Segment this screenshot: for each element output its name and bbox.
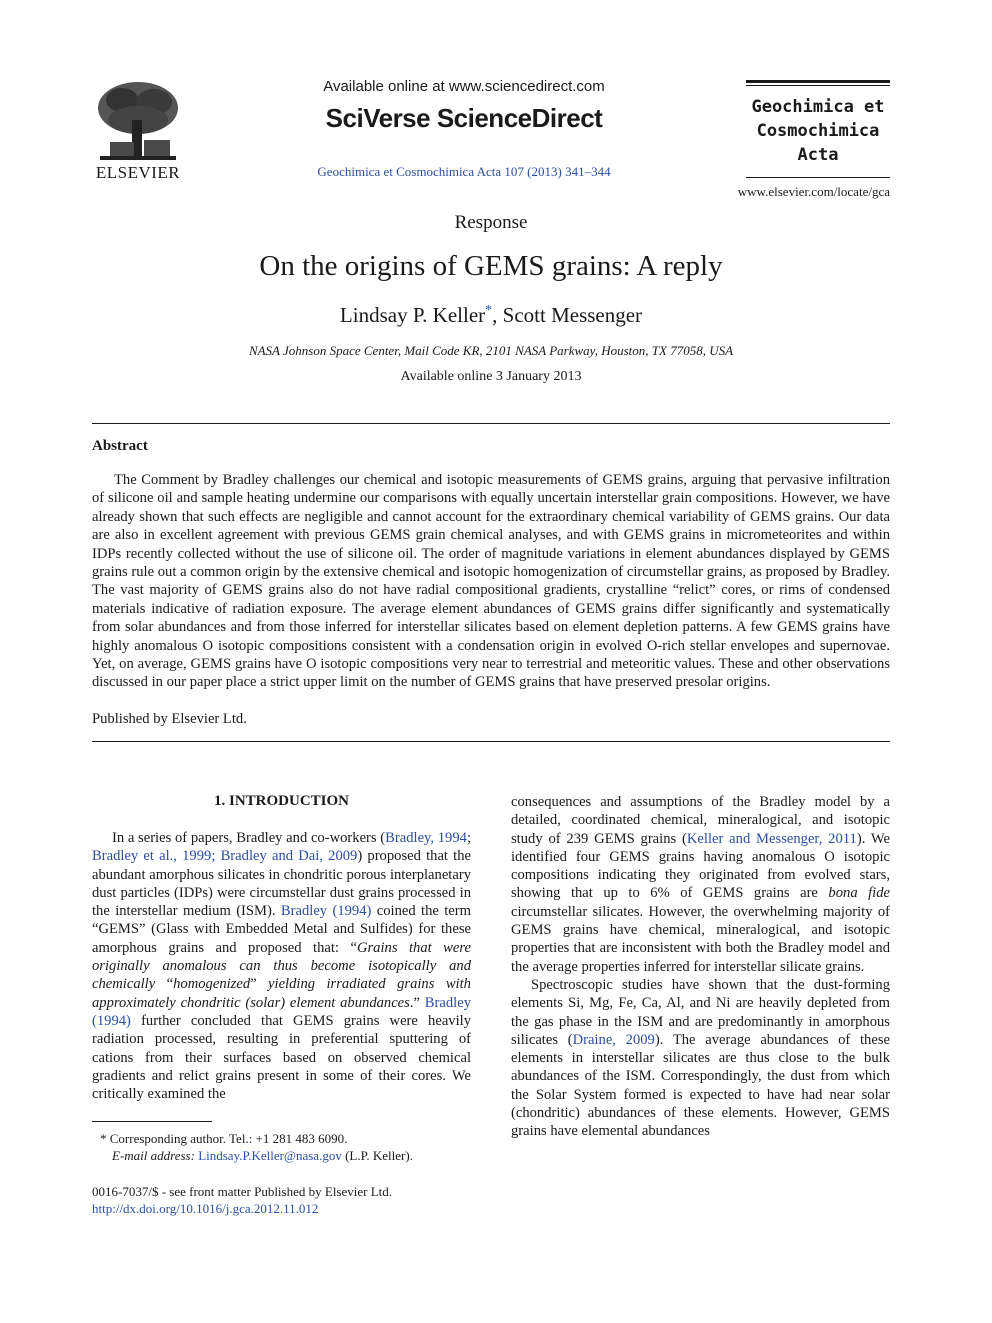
abstract-body: The Comment by Bradley challenges our chemical and isotopic measurements of GEMS grains, arguing that pervasive infiltration of silicone oil and sample heating undermine our comparisons with equally uncertain interstellar grain compositions. However, we have already shown that such effects are negligible and cannot account for the extraordinary chemical variability of GEMS grains. Our data are also in excellent agreement with previous GEMS grain chemical analyses, and with GEMS grains in micrometeorites and within IDPs recently collected without the use of silicone oil. The order of magnitude variations in element abundances displayed by GEMS grains rule out a common origin by the extensive chemical and isotopic homogenization of circumstellar grains, as proposed by Bradley. The vast majority of GEMS grains also do not have radial compositional gradients, crystalline “relict” cores, or rims of condensed materials indicative of radiation exposure. The average element abundances of GEMS grains differ significantly and systematically from solar abundances and from those inferred for interstellar silicates based on element depletion patterns. A few GEMS grains have highly anomalous O isotopic compositions consistent with a condensation origin in evolved O-rich stellar envelopes and supernovae. Yet, on average, GEMS grains have O isotopic compositions very near to terrestrial and meteoritic values. These and other observations discussed in our paper place a strict upper limit on the number of GEMS grains that have preserved presolar origins.: [92, 472, 890, 691]
author-name: Scott Messenger: [502, 303, 643, 327]
available-online-text: Available online at www.sciencedirect.com: [323, 78, 605, 95]
email-label: E-mail address:: [112, 1148, 195, 1163]
text-run: ) proposed that the abundant amorphous silicates in chondritic porous interplanetary dust particles (IDPs) were circumstellar dust grains processed in the interstellar medium (ISM).: [92, 848, 471, 920]
italic-text: bona fide: [828, 885, 890, 902]
text-run: In a series of papers, Bradley and co-workers (: [112, 830, 386, 846]
footnote-text: Corresponding author. Tel.: +1 281 483 6090.: [106, 1131, 348, 1146]
reference-link[interactable]: Bradley (1994): [92, 994, 471, 1029]
abstract-bottom-rule: [92, 741, 890, 742]
journal-box-bottom-rule: [746, 177, 890, 178]
journal-title-line: Acta: [797, 145, 839, 165]
publisher-name: ELSEVIER: [95, 163, 181, 182]
article-type: Response: [454, 212, 528, 233]
abstract-heading: Abstract: [92, 438, 148, 454]
text-run: further concluded that GEMS grains were heavily radiation processed, resulting in preferential sputtering of cations from their surfaces based on observed chemical gradients and relict grains present in some of their cores. We critically examined the: [92, 1012, 471, 1103]
footnote: [92, 1130, 492, 1164]
reference-link[interactable]: Bradley (1994): [280, 903, 372, 920]
quoted-text: homogenized: [173, 976, 251, 993]
paragraph: [511, 793, 890, 976]
footnote-rule: [92, 1121, 212, 1122]
footnote-text: (L.P. Keller).: [341, 1148, 413, 1163]
journal-title-line: Cosmochimica: [756, 121, 880, 141]
article-title: On the origins of GEMS grains: A reply: [259, 250, 723, 282]
journal-box-top-rule: [746, 80, 890, 83]
author-list: [92, 303, 890, 328]
abstract-publisher-note: Published by Elsevier Ltd.: [92, 711, 247, 727]
reference-link[interactable]: Bradley, 1994: [385, 830, 467, 846]
text-run: .”: [409, 994, 425, 1011]
reference-link[interactable]: Keller and Messenger, 2011: [686, 830, 857, 847]
journal-title-box: [746, 80, 890, 178]
author-affiliation: NASA Johnson Space Center, Mail Code KR, 2101 NASA Parkway, Houston, TX 77058, USA: [248, 343, 734, 358]
issn-line: 0016-7037/$ - see front matter Published by Elsevier Ltd.: [92, 1184, 393, 1199]
paragraph: [511, 976, 890, 1141]
footnote-mark: *: [100, 1131, 107, 1146]
sciencedirect-brand: SciVerse ScienceDirect: [325, 103, 603, 133]
journal-title: [746, 86, 890, 175]
right-column: [511, 793, 890, 1141]
abstract-top-rule: [92, 423, 890, 424]
reference-link[interactable]: Draine, 2009: [572, 1031, 655, 1048]
text-run: ). We identified four GEMS grains having anomalous O isotopic compositions indicating they originated from evolved stars, showing that up to 6% of GEMS grains are: [511, 830, 890, 902]
journal-url: www.elsevier.com/locate/gca: [737, 184, 890, 199]
corresponding-author-mark[interactable]: *: [485, 303, 493, 318]
text-run: coined the term “GEMS” (Glass with Embedded Metal and Sulfides) for these amorphous grains and proposed that: “: [92, 903, 471, 956]
left-column: [92, 829, 471, 1103]
reference-link[interactable]: Bradley et al., 1999; Bradley and Dai, 2009: [92, 848, 358, 865]
email-link[interactable]: Lindsay.P.Keller@nasa.gov: [198, 1148, 342, 1163]
quoted-text: yielding irradiated grains with approximately chondritic (solar) element abundances: [92, 976, 471, 1011]
author-name: Lindsay P. Keller: [339, 303, 486, 327]
available-online-date: Available online 3 January 2013: [400, 369, 582, 384]
issn-block: [92, 1183, 512, 1217]
journal-title-line: Geochimica et: [751, 97, 885, 117]
text-run: ;: [466, 830, 472, 846]
section-heading: 1. INTRODUCTION: [213, 793, 349, 809]
author-separator: ,: [492, 303, 503, 327]
text-run: “: [155, 976, 174, 993]
text-run: consequences and assumptions of the Bradley model by a detailed, coordinated chemical, mineralogical, and isotopic study of 239 GEMS grains (: [511, 794, 890, 847]
paragraph: [92, 829, 471, 1103]
corresponding-author-note: [92, 1130, 492, 1147]
quoted-text: Grains that were originally anomalous can thus become isotopically and chemically: [92, 939, 472, 993]
text-run: ). The average abundances of these elements in interstellar silicates are thus close to the bulk abundances of the ISM. Correspondingly, the dust from which the Solar System formed is expected to have had near solar (chondritic) abundances of these elements. However, GEMS grains have elemental abundances: [511, 1031, 890, 1140]
text-run: Spectroscopic studies have shown that the dust-forming elements Si, Mg, Fe, Ca, Al, and Ni are heavily depleted from the gas phase in the ISM and are predominantly in amorphous silicates (: [511, 976, 890, 1048]
email-note: [92, 1147, 492, 1164]
doi-link[interactable]: http://dx.doi.org/10.1016/j.gca.2012.11.012: [92, 1201, 319, 1216]
text-run: ”: [250, 976, 269, 993]
journal-citation-link[interactable]: Geochimica et Cosmochimica Acta 107 (2013) 341–344: [317, 164, 611, 179]
text-run: circumstellar silicates. However, the overwhelming majority of GEMS grains have chemical, mineralogical, and isotopic properties that are inconsistent with both the Bradley model and the average properties inferred for interstellar silicate grains.: [511, 903, 890, 975]
